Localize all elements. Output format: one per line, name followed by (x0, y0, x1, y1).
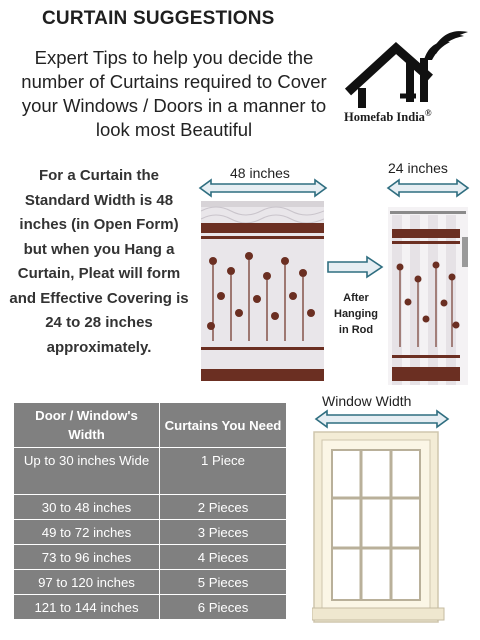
table-row (14, 545, 287, 570)
width-cell: Up to 30 inches Wide (14, 448, 160, 495)
double-arrow-icon (199, 179, 327, 197)
curtain-count-table (13, 402, 287, 620)
hung-width-label: 24 inches (388, 160, 448, 176)
page-title: CURTAIN SUGGESTIONS (42, 8, 275, 29)
column-header-curtains: Curtains You Need (160, 403, 287, 448)
width-cell: 49 to 72 inches (14, 520, 160, 545)
curtain-width-description: For a Curtain the Standard Width is 48 inches (in Open Form) but when you Hang a Curtain, Pleat will form and Effective Covering is 24 to 28 inches approximately. (9, 167, 189, 356)
double-arrow-icon (315, 410, 449, 428)
table-row (14, 570, 287, 595)
width-cell: 30 to 48 inches (14, 495, 160, 520)
right-arrow-icon (327, 256, 383, 278)
curtains-cell: 5 Pieces (160, 570, 287, 595)
table-row (14, 595, 287, 620)
window-width-label: Window Width (322, 393, 412, 409)
brand-name-text: Homefab India (344, 110, 425, 125)
column-header-width: Door / Window's Width (14, 403, 160, 448)
registered-mark: ® (424, 108, 432, 118)
table-row (14, 495, 287, 520)
page-subtitle: Expert Tips to help you decide the number of Curtains required to Cover your Windows / Doors in a manner to look most Beautiful (21, 47, 327, 140)
table-row (14, 520, 287, 545)
curtains-cell: 2 Pieces (160, 495, 287, 520)
curtains-cell: 4 Pieces (160, 545, 287, 570)
open-width-label: 48 inches (230, 165, 290, 181)
double-arrow-icon (387, 179, 469, 197)
after-hanging-label: After Hanging in Rod (334, 292, 378, 336)
window-image (312, 428, 462, 626)
width-cell: 121 to 144 inches (14, 595, 160, 620)
open-curtain-image (201, 201, 324, 381)
curtains-cell: 6 Pieces (160, 595, 287, 620)
width-cell: 73 to 96 inches (14, 545, 160, 570)
width-cell: 97 to 120 inches (14, 570, 160, 595)
curtains-cell: 3 Pieces (160, 520, 287, 545)
hung-curtain-image (388, 207, 468, 385)
table-row (14, 448, 287, 495)
brand-name (344, 108, 432, 125)
curtains-cell: 1 Piece (160, 448, 287, 495)
table-header-row (14, 403, 287, 448)
